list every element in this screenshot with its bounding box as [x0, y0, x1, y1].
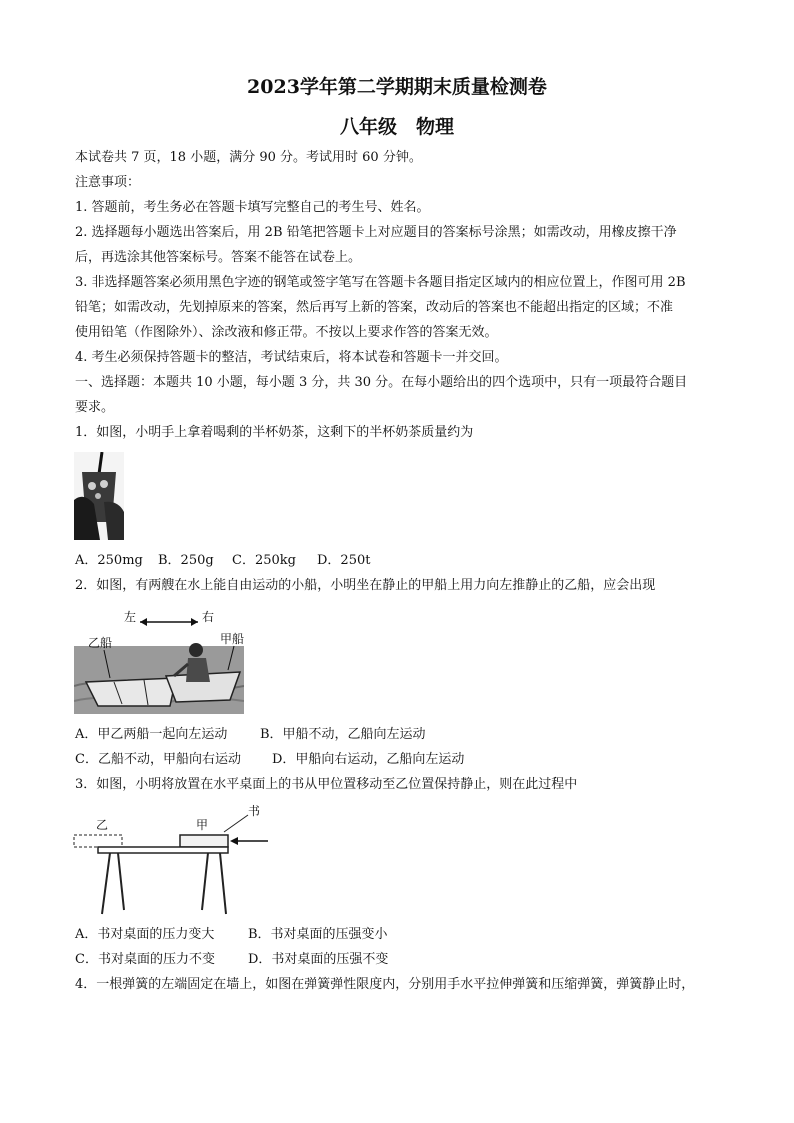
q2-label-boat-b: 乙船 [88, 636, 113, 650]
note-3-line-3: 使用铅笔（作图除外）、涂改液和修正带。不按以上要求作答的答案无效。 [75, 325, 498, 340]
q3-table-figure [72, 802, 272, 917]
q2-stem: 2．如图，有两艘在水上能自由运动的小船，小明坐在静止的甲船上用力向左推静止的乙船，应会出现 [75, 578, 656, 593]
q2-option-a: A．甲乙两船一起向左运动 [75, 727, 228, 742]
q3-label-yi: 乙 [96, 818, 109, 832]
note-1: 1. 答题前，考生务必在答题卡填写完整自己的考生号、姓名。 [75, 200, 430, 215]
q2-boats-figure [74, 606, 244, 714]
q3-option-b: B．书对桌面的压强变小 [248, 927, 388, 942]
q3-label-book: 书 [248, 804, 261, 818]
q1-option-d: D．250t [317, 553, 371, 568]
exam-info: 本试卷共 7 页，18 小题，满分 90 分。考试用时 60 分钟。 [75, 150, 422, 165]
section-heading-line-1: 一、选择题：本题共 10 小题，每小题 3 分，共 30 分。在每小题给出的四个选项中，只有一项最符合题目 [75, 375, 688, 390]
note-2-line-2: 后，再选涂其他答案标号。答案不能答在试卷上。 [75, 250, 362, 265]
section-heading-line-2: 要求。 [75, 400, 115, 415]
q2-label-right: 右 [202, 610, 215, 624]
q1-option-a: A．250mg [75, 553, 143, 568]
note-4: 4. 考生必须保持答题卡的整洁，考试结束后，将本试卷和答题卡一并交回。 [75, 350, 508, 365]
q2-label-boat-a: 甲船 [220, 632, 245, 646]
note-3-line-2: 铅笔；如需改动，先划掉原来的答案，然后再写上新的答案，改动后的答案也不能超出指定的区域；不准 [75, 300, 674, 315]
q2-option-c: C．乙船不动，甲船向右运动 [75, 752, 241, 767]
q3-stem: 3．如图，小明将放置在水平桌面上的书从甲位置移动至乙位置保持静止，则在此过程中 [75, 777, 578, 792]
notes-heading: 注意事项： [75, 175, 141, 190]
note-3-line-1: 3. 非选择题答案必须用黑色字迹的钢笔或签字笔写在答题卡各题目指定区域内的相应位置上，作图可用 2B [75, 275, 686, 290]
q2-option-b: B．甲船不动，乙船向左运动 [260, 727, 426, 742]
q1-option-c: C．250kg [232, 553, 296, 568]
q2-option-d: D．甲船向右运动，乙船向左运动 [272, 752, 465, 767]
page-title: 2023学年第二学期期末质量检测卷 [247, 76, 547, 98]
q1-option-b: B．250g [158, 553, 214, 568]
q1-stem: 1．如图，小明手上拿着喝剩的半杯奶茶，这剩下的半杯奶茶质量约为 [75, 425, 474, 440]
q4-stem: 4．一根弹簧的左端固定在墙上，如图在弹簧弹性限度内，分别用手水平拉伸弹簧和压缩弹簧，弹簧静止时， [75, 977, 695, 992]
q1-milk-tea-figure [74, 452, 124, 540]
q3-option-c: C．书对桌面的压力不变 [75, 952, 215, 967]
q3-option-d: D．书对桌面的压强不变 [248, 952, 389, 967]
note-2-line-1: 2. 选择题每小题选出答案后，用 2B 铅笔把答题卡上对应题目的答案标号涂黑；如需改动，用橡皮擦干净 [75, 225, 677, 240]
q3-option-a: A．书对桌面的压力变大 [75, 927, 215, 942]
q2-label-left: 左 [124, 610, 137, 624]
q3-label-jia: 甲 [196, 818, 209, 832]
page-subtitle: 八年级 物理 [339, 116, 454, 138]
